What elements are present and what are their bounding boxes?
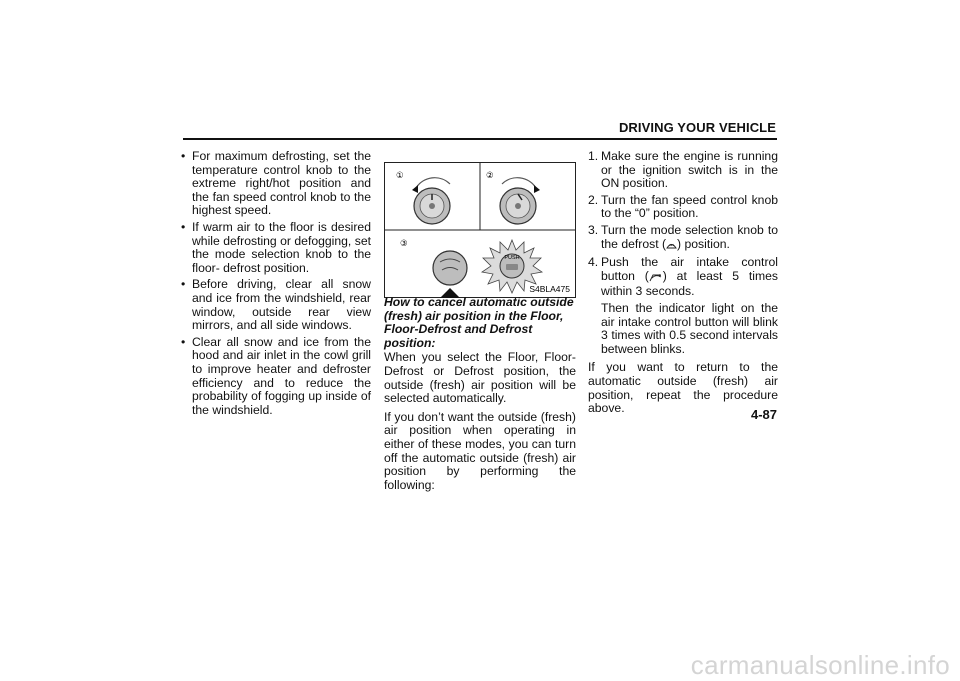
header-rule <box>183 138 777 140</box>
step-number: 3. <box>588 222 599 237</box>
step-text: Turn the fan speed control knob to the “0” position. <box>601 192 778 221</box>
step-text: Push the air intake control button ( <box>601 255 778 283</box>
figure-marker: ① <box>396 170 404 180</box>
column-left <box>181 150 371 420</box>
step-text: ) position. <box>677 236 730 251</box>
figure-code: S4BLA475 <box>529 284 570 294</box>
step-item <box>588 224 778 253</box>
step-number: 1. <box>588 149 599 163</box>
bullet-item: • Clear all snow and ice from the hood and air inlet in the cowl grill to improve heater and defroster efficiency and to reduce the probability of fogging up inside of the windshield. <box>181 336 371 418</box>
watermark: carmanualsonline.info <box>690 650 950 680</box>
paragraph: If you don’t want the outside (fresh) air position when operating in either of these modes, you can turn off the automatic outside (fresh) air position by performing the following: <box>384 409 576 492</box>
step-text: ) at least 5 times within 3 seconds. <box>601 268 778 299</box>
step-item <box>588 150 778 191</box>
paragraph: When you select the Floor, Floor-Defrost or Defrost position, the outside (fresh) air position will be selected automatically. <box>384 350 576 406</box>
figure-illustration <box>384 162 576 298</box>
step-item <box>588 194 778 221</box>
bullet-item: • Before driving, clear all snow and ice from the windshield, rear window, outside rear view mirrors, and all side windows. <box>181 278 371 332</box>
fresh-air-intake-icon <box>649 272 663 286</box>
bullet-item: • If warm air to the floor is desired while defrosting or defogging, set the mode selection knob to the floor- defrost position. <box>181 221 371 275</box>
column-middle <box>384 296 576 497</box>
section-subheading: How to cancel automatic outside (fresh) air position in the Floor, Floor-Defrost and Defrost position: <box>384 295 574 350</box>
section-title: DRIVING YOUR VEHICLE <box>618 120 776 135</box>
control-panel-figure <box>384 162 576 298</box>
push-label: PUSH <box>504 255 520 261</box>
column-right <box>588 150 778 416</box>
page-number: 4-87 <box>750 407 777 422</box>
step-item <box>588 256 778 299</box>
step-number: 4. <box>588 255 599 270</box>
step-text: Turn the mode selection knob to the defrost ( <box>601 222 778 251</box>
paragraph: If you want to return to the automatic outside (fresh) air position, repeat the procedure above. <box>588 360 778 416</box>
figure-marker: ② <box>486 170 494 180</box>
step-number: 2. <box>588 192 599 207</box>
step-text: Make sure the engine is running or the ignition switch is in the ON position. <box>601 149 778 191</box>
step-note: Then the indicator light on the air intake control button will blink 3 times with 0.5 second intervals between blinks. <box>601 300 778 356</box>
figure-marker: ③ <box>400 238 408 248</box>
bullet-item: • For maximum defrosting, set the temperature control knob to the extreme right/hot position and the fan speed control knob to the highest speed. <box>181 150 371 218</box>
defrost-icon <box>666 240 677 254</box>
